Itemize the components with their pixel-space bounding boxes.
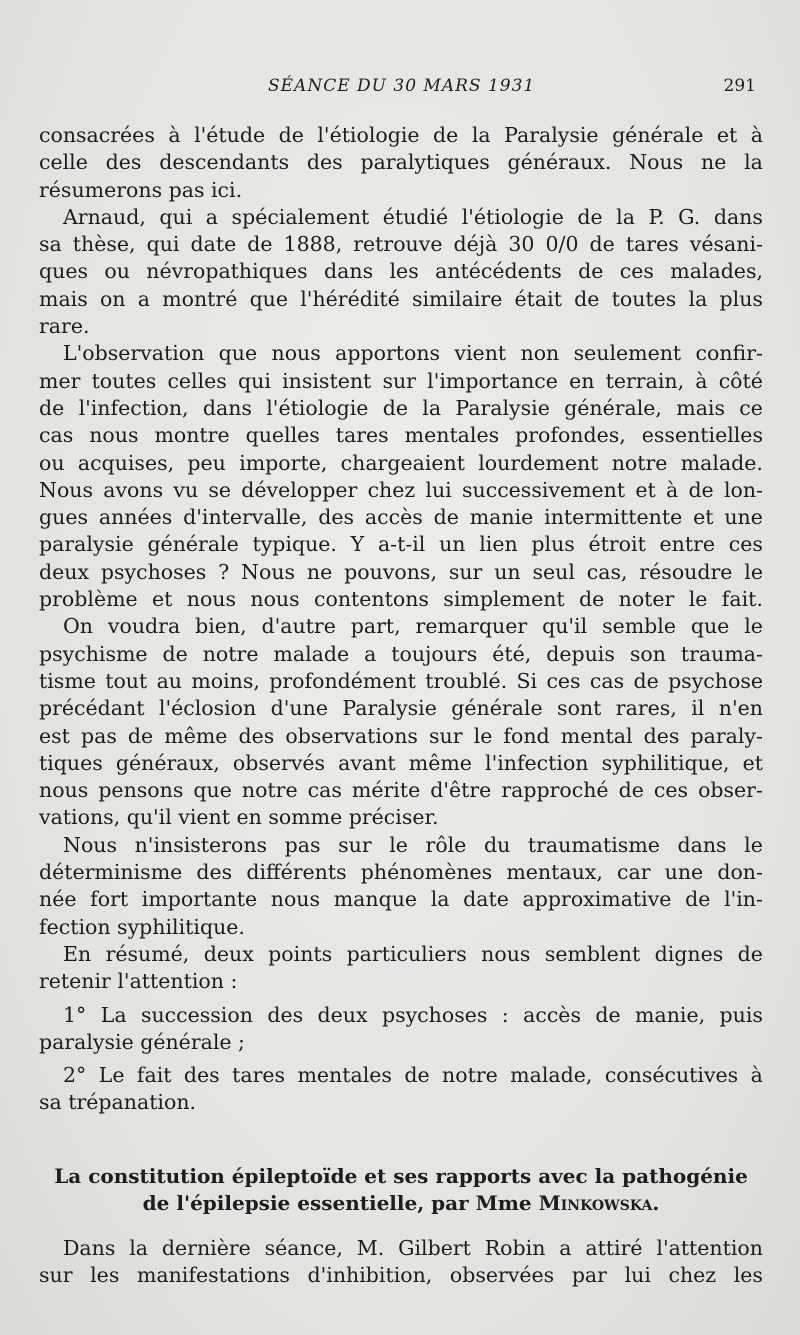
paragraph xyxy=(39,941,763,996)
paragraph xyxy=(39,613,763,831)
text-line: sa trépanation. xyxy=(39,1090,197,1115)
running-head: SÉANCE DU 30 MARS 1931 xyxy=(268,76,536,96)
text-line: paralysie générale ; xyxy=(39,1029,245,1054)
page-body xyxy=(39,122,763,1289)
text-line: psychisme de notre malade a toujours été, depuis son trauma- xyxy=(39,641,763,666)
text-line: est pas de même des observations sur le fond mental des paraly- xyxy=(39,723,763,748)
text-line: L'observation que nous apportons vient non seulement confir- xyxy=(63,341,763,366)
text-line: ou acquises, peu importe, chargeaient lourdement notre malade. xyxy=(39,450,763,475)
heading-prefix: de l'épilepsie essentielle, par Mme xyxy=(142,1190,539,1215)
heading-author: Minkowska xyxy=(538,1190,653,1215)
text-line: paralysie générale typique. Y a-t-il un lien plus étroit entre ces xyxy=(39,532,763,557)
text-line: vations, qu'il vient en somme préciser. xyxy=(39,805,439,830)
list-item xyxy=(39,1002,763,1057)
heading-line-1: La constitution épileptoïde et ses rapports avec la pathogénie xyxy=(54,1163,748,1188)
text-line: de l'infection, dans l'étiologie de la Paralysie générale, mais ce xyxy=(39,395,763,420)
text-line: 1° La succession des deux psychoses : accès de manie, puis xyxy=(63,1002,763,1027)
page-number: 291 xyxy=(723,76,756,96)
text-line: mer toutes celles qui insistent sur l'importance en terrain, à côté xyxy=(39,368,763,393)
text-line: sur les manifestations d'inhibition, observées par lui chez les xyxy=(39,1262,763,1287)
text-line: Arnaud, qui a spécialement étudié l'étiologie de la P. G. dans xyxy=(63,204,763,229)
heading-line-2 xyxy=(39,1190,763,1217)
text-line: celle des descendants des paralytiques généraux. Nous ne la xyxy=(39,150,763,175)
page-header xyxy=(0,76,800,102)
paragraph xyxy=(39,122,763,204)
text-line: rare. xyxy=(39,314,90,339)
text-line: mais on a montré que l'hérédité similaire était de toutes la plus xyxy=(39,286,763,311)
list-item xyxy=(39,1062,763,1117)
text-line: Nous n'insisterons pas sur le rôle du traumatisme dans le xyxy=(63,832,763,857)
text-line: sa thèse, qui date de 1888, retrouve déjà 30 0/0 de tares vésani- xyxy=(39,232,763,257)
spacer xyxy=(39,1217,763,1235)
text-line: nous pensons que notre cas mérite d'être rapproché de ces obser- xyxy=(39,778,763,803)
section-heading xyxy=(39,1163,763,1217)
text-line: problème et nous nous contentons simplement de noter le fait. xyxy=(39,587,763,612)
text-line: précédant l'éclosion d'une Paralysie générale sont rares, il n'en xyxy=(39,696,763,721)
text-line: tisme tout au moins, profondément troublé. Si ces cas de psychose xyxy=(39,668,763,693)
text-line: deux psychoses ? Nous ne pouvons, sur un seul cas, résoudre le xyxy=(39,559,763,584)
text-line: née fort importante nous manque la date approximative de l'in- xyxy=(39,887,763,912)
text-line: Nous avons vu se développer chez lui successivement et à de lon- xyxy=(39,477,763,502)
text-line: retenir l'attention : xyxy=(39,969,238,994)
text-line: tiques généraux, observés avant même l'infection syphilitique, et xyxy=(39,750,763,775)
text-line: déterminisme des différents phénomènes mentaux, car une don- xyxy=(39,860,763,885)
text-line: Dans la dernière séance, M. Gilbert Robin a attiré l'attention xyxy=(63,1235,763,1260)
spacer xyxy=(39,1117,763,1163)
text-line: cas nous montre quelles tares mentales profondes, essentielles xyxy=(39,423,763,448)
text-line: ques ou névropathiques dans les antécédents de ces malades, xyxy=(39,259,763,284)
text-line: fection syphilitique. xyxy=(39,914,245,939)
paragraph xyxy=(39,1235,763,1290)
paragraph xyxy=(39,832,763,941)
text-line: gues années d'intervalle, des accès de manie intermittente et une xyxy=(39,505,763,530)
text-line: 2° Le fait des tares mentales de notre malade, consécutives à xyxy=(63,1063,763,1088)
text-line: résumerons pas ici. xyxy=(39,177,243,202)
paragraph xyxy=(39,340,763,613)
paragraph xyxy=(39,204,763,340)
text-line: On voudra bien, d'autre part, remarquer qu'il semble que le xyxy=(63,614,763,639)
text-line: consacrées à l'étude de l'étiologie de la Paralysie générale et à xyxy=(39,123,763,147)
heading-suffix: . xyxy=(652,1190,660,1215)
text-line: En résumé, deux points particuliers nous semblent dignes de xyxy=(63,941,763,966)
